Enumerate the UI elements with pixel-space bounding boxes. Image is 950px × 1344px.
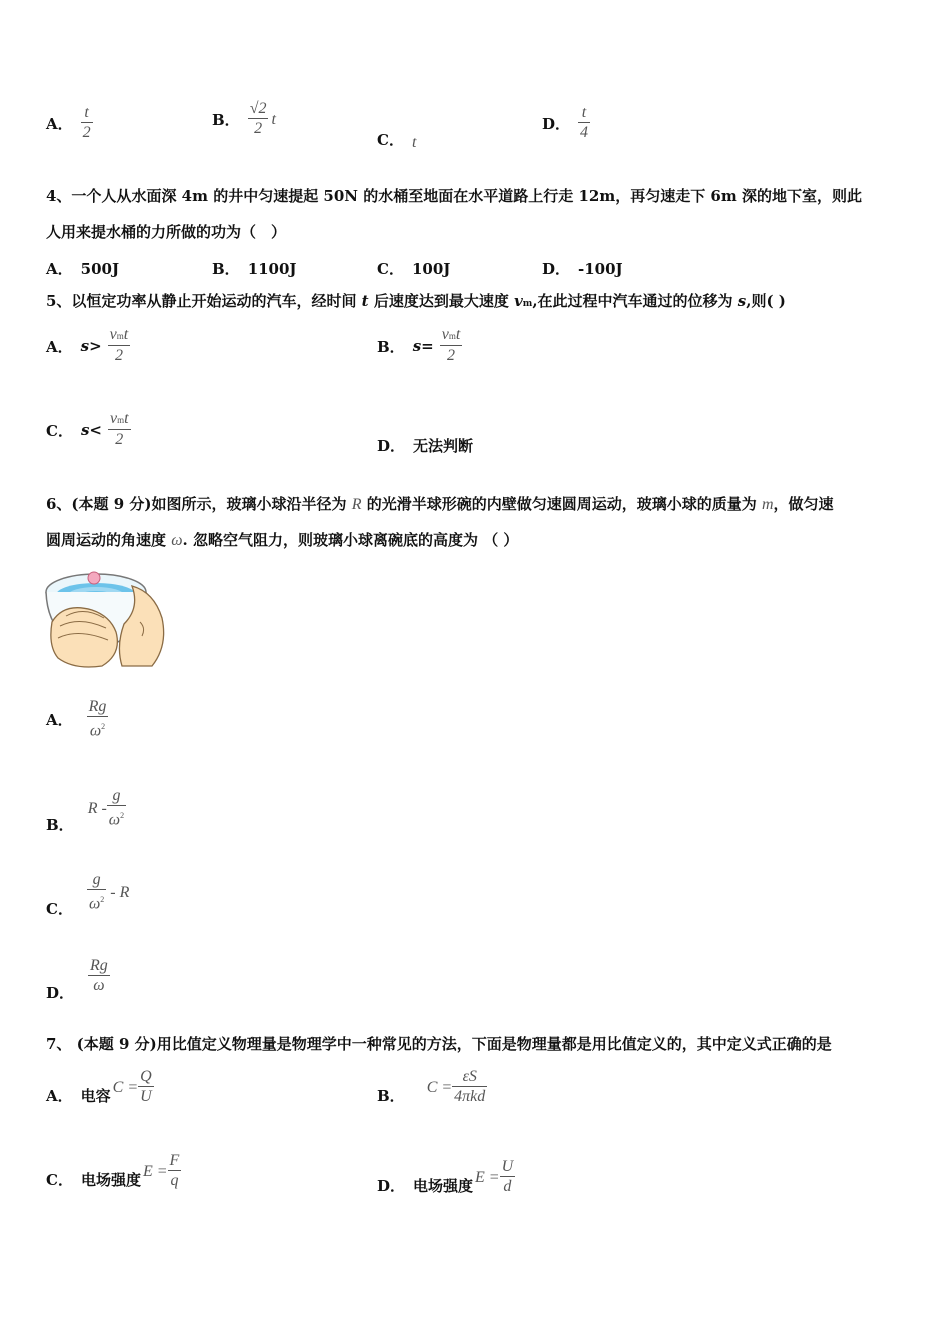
option-label: A．: [46, 115, 73, 133]
option-label: C．: [377, 130, 404, 149]
q6-option-d[interactable]: D． $\frac{Rg}{\omega}$: [46, 957, 108, 1002]
q5-stem: 5、以恒定功率从静止开始运动的汽车，经时间 t 后速度达到最大速度 vm,在此过程中汽车通过的位移为 s,则( ): [46, 292, 786, 310]
option-label: B．: [212, 111, 240, 129]
fraction: $\frac{t}{2}$: [82, 104, 91, 141]
q5-option-b[interactable]: B． s = $\frac{\text{vmt}}{2}$: [377, 326, 461, 364]
q5-option-a[interactable]: A． s > $\frac{\text{vmt}}{2}$: [46, 326, 129, 364]
q6-option-b[interactable]: B． R - $\frac{g}{\omega^2}$: [46, 786, 125, 834]
q6-option-c[interactable]: C． $\frac{g}{\omega^2}$ - R: [46, 870, 130, 918]
q4-option-c[interactable]: C． 100J: [377, 259, 451, 278]
fraction: $\frac{Q}{U}$: [140, 1068, 152, 1105]
fraction: $\frac{\text{vmt}}{2}$: [441, 326, 461, 364]
fraction: $\frac{Rg}{\omega}$: [90, 957, 108, 994]
q5-option-d[interactable]: D． 无法判断: [377, 437, 474, 455]
q7-option-c[interactable]: C． 电场强度 E = $\frac{F}{q}$: [46, 1152, 180, 1189]
fraction: $\frac{g}{\omega^2}$: [88, 870, 105, 913]
fraction: $\frac{\text{vmt}}{2}$: [109, 410, 129, 448]
q3-option-c[interactable]: C． t: [377, 130, 417, 151]
q4-stem-line2: 人用来提水桶的力所做的功为（ ）: [46, 223, 287, 241]
fraction: $\frac{U}{d}$: [501, 1158, 514, 1195]
q3-option-a[interactable]: [46, 104, 93, 143]
option-label: D．: [542, 115, 571, 133]
fraction: $\frac{t}{4}$: [580, 104, 589, 141]
q4-stem-line1: 4、一个人从水面深 4m 的井中匀速提起 50N 的水桶至地面在水平道路上行走 12m，再匀速走下 6m 深的地下室，则此: [46, 187, 862, 205]
fraction: $\frac{√2}{2}$: [249, 100, 267, 137]
q3-option-d[interactable]: [542, 104, 590, 143]
fraction: $\frac{F}{q}$: [169, 1152, 180, 1189]
fraction: $\frac{g}{\omega^2}$: [108, 786, 125, 829]
bowl-hands-illustration: [44, 562, 168, 672]
q7-option-a[interactable]: A． 电容 C = $\frac{Q}{U}$: [46, 1068, 152, 1105]
q4-option-d[interactable]: D． -100J: [542, 259, 623, 278]
q6-stem-line1: 6、(本题 9 分)如图所示，玻璃小球沿半径为 R 的光滑半球形碗的内壁做匀速圆周运动，玻璃小球的质量为 m，做匀速: [46, 495, 834, 513]
fraction: $\frac{\text{vmt}}{2}$: [109, 326, 129, 364]
fraction: $\frac{\varepsilon S}{\text{4πkd}}$: [454, 1068, 486, 1105]
q6-option-a[interactable]: A． $\frac{Rg}{\omega^2}$: [46, 698, 107, 740]
q6-stem-line2: 圆周运动的角速度 ω. 忽略空气阻力，则玻璃小球离碗底的高度为 （ ）: [46, 531, 519, 549]
q7-stem: 7、 (本题 9 分)用比值定义物理量是物理学中一种常见的方法，下面是物理量都是用比值定义的，其中定义式正确的是: [46, 1035, 832, 1053]
q7-option-b[interactable]: B． C = $\frac{\varepsilon S}{\text{4πkd}}$: [377, 1068, 486, 1105]
q3-option-b[interactable]: B． $\frac{√2}{2}$ t: [212, 100, 276, 137]
q5-option-c[interactable]: C． s < $\frac{\text{vmt}}{2}$: [46, 410, 129, 448]
q4-option-a[interactable]: A． 500J: [46, 259, 120, 278]
fraction: $\frac{Rg}{\omega^2}$: [88, 698, 107, 740]
q4-option-b[interactable]: B． 1100J: [212, 259, 297, 278]
q7-option-d[interactable]: D． 电场强度 E = $\frac{U}{d}$: [377, 1158, 514, 1195]
